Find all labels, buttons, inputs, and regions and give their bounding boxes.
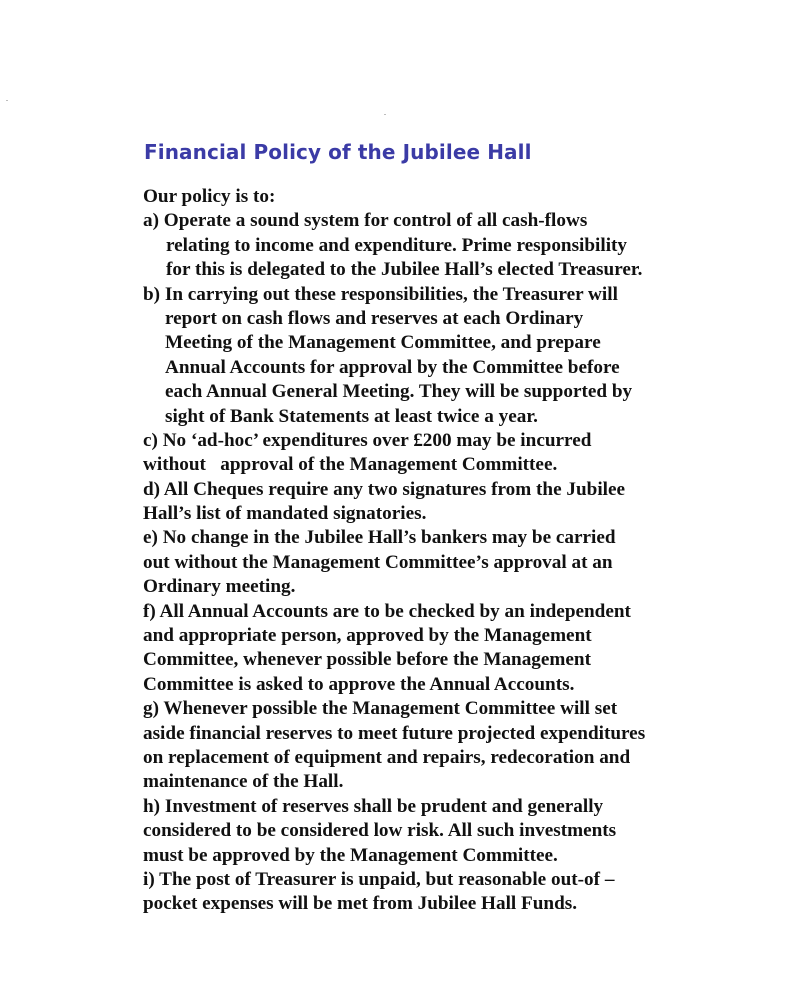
document-title: Financial Policy of the Jubilee Hall (144, 140, 532, 164)
policy-item-h-continued: must be approved by the Management Committee. (143, 844, 558, 866)
policy-item-g-continued: aside financial reserves to meet future projected expenditures (143, 722, 646, 744)
policy-item-i-continued: pocket expenses will be met from Jubilee Hall Funds. (143, 893, 578, 915)
policy-item-h: h) Investment of reserves shall be prudent and generally (143, 795, 604, 817)
policy-item-b-continued: report on cash flows and reserves at each Ordinary (165, 307, 584, 329)
policy-item-a-continued: for this is delegated to the Jubilee Hall’s elected Treasurer. (166, 259, 643, 281)
policy-item-e-continued: Ordinary meeting. (143, 576, 296, 598)
policy-body (143, 185, 703, 917)
scan-speck (6, 100, 8, 101)
policy-item-e: e) No change in the Jubilee Hall’s bankers may be carried (143, 527, 616, 549)
policy-item-b-continued: Meeting of the Management Committee, and prepare (165, 332, 601, 354)
policy-item-g: g) Whenever possible the Management Committee will set (143, 698, 618, 720)
policy-item-b-continued: sight of Bank Statements at least twice a year. (165, 405, 538, 427)
policy-item-b-continued: each Annual General Meeting. They will be supported by (165, 381, 633, 403)
policy-item-c: c) No ‘ad-hoc’ expenditures over £200 may be incurred (143, 429, 592, 451)
policy-item-c-continued: without approval of the Management Committee. (143, 454, 558, 476)
policy-intro: Our policy is to: (143, 186, 276, 207)
policy-item-b: b) In carrying out these responsibilities, the Treasurer will (143, 283, 618, 305)
policy-item-d-continued: Hall’s list of mandated signatories. (143, 503, 427, 525)
policy-item-f-continued: Committee is asked to approve the Annual Accounts. (143, 673, 575, 695)
policy-item-f-continued: Committee, whenever possible before the Management (143, 649, 591, 671)
scan-speck (384, 114, 386, 115)
policy-item-e-continued: out without the Management Committee’s approval at an (143, 551, 613, 573)
policy-item-h-continued: considered to be considered low risk. All such investments (143, 820, 617, 842)
policy-item-g-continued: on replacement of equipment and repairs, redecoration and (143, 746, 631, 768)
policy-item-f-continued: and appropriate person, approved by the Management (143, 625, 592, 647)
policy-item-a-continued: relating to income and expenditure. Prime responsibility (166, 234, 628, 256)
policy-item-f: f) All Annual Accounts are to be checked by an independent (143, 600, 631, 622)
policy-item-b-continued: Annual Accounts for approval by the Committee before (165, 356, 620, 378)
policy-item-a: a) Operate a sound system for control of all cash-flows (143, 210, 588, 232)
policy-item-g-continued: maintenance of the Hall. (143, 771, 344, 793)
policy-item-d: d) All Cheques require any two signatures from the Jubilee (143, 478, 626, 500)
policy-item-i: i) The post of Treasurer is unpaid, but reasonable out-of – (143, 868, 615, 890)
